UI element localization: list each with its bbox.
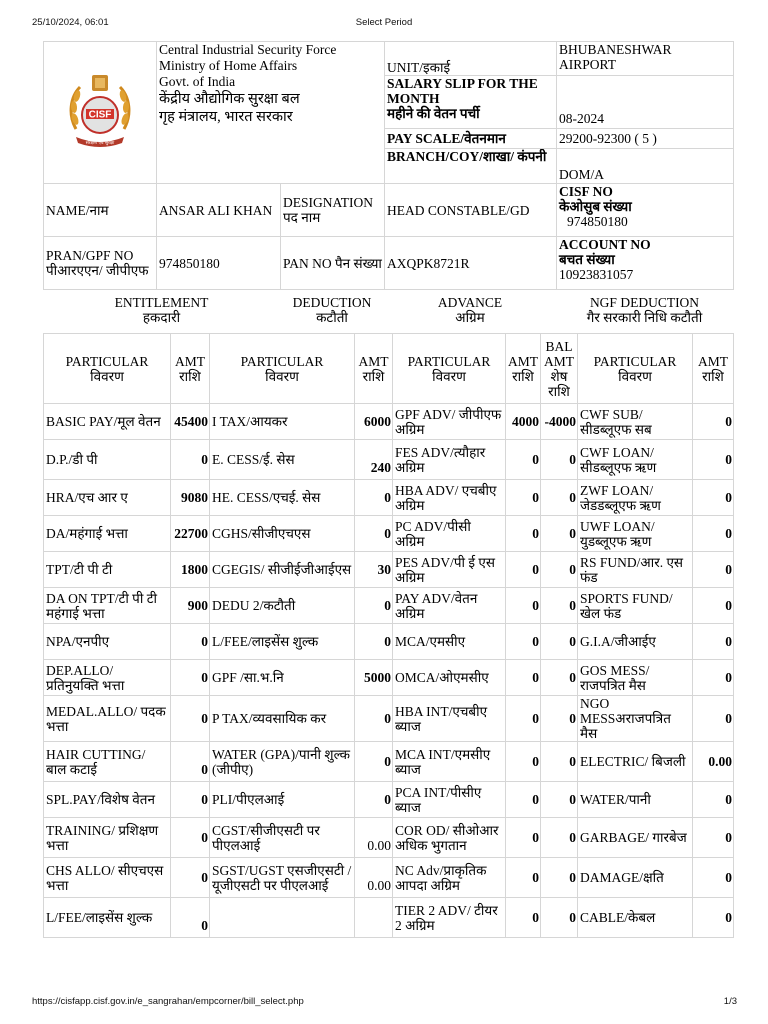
ngf-amount: 0 [693, 480, 734, 516]
advance-balance: 0 [541, 818, 578, 858]
entitlement-amount: 900 [171, 588, 210, 624]
ngf-particular: ELECTRIC/ बिजली [578, 742, 693, 782]
entitlement-particular: L/FEE/लाइसेंस शुल्क [44, 898, 171, 938]
deduction-particular: I TAX/आयकर [210, 404, 355, 440]
advance-balance: 0 [541, 696, 578, 742]
ngf-amount: 0 [693, 898, 734, 938]
entitlement-amount: 1800 [171, 552, 210, 588]
deduction-amount: 0.00 [355, 858, 393, 898]
deduction-particular: DEDU 2/कटौती [210, 588, 355, 624]
name-value: ANSAR ALI KHAN [157, 184, 281, 237]
ngf-particular: CWF SUB/ सीडब्लूएफ सब [578, 404, 693, 440]
col-ngf-amt: AMT राशि [693, 334, 734, 404]
unit-value: BHUBANESHWAR AIRPORT [557, 42, 734, 76]
advance-amount: 0 [506, 660, 541, 696]
ngf-particular: DAMAGE/क्षति [578, 858, 693, 898]
advance-particular: PES ADV/पी ई एस अग्रिम [393, 552, 506, 588]
advance-amount: 0 [506, 898, 541, 938]
deduction-particular: HE. CESS/एचई. सेस [210, 480, 355, 516]
ministry-en: Ministry of Home Affairs [159, 58, 298, 73]
col-entitlement-particular: PARTICULAR विवरण [44, 334, 171, 404]
ngf-particular: CABLE/केबल [578, 898, 693, 938]
salary-row [44, 440, 734, 480]
entitlement-particular: TRAINING/ प्रशिक्षण भत्ता [44, 818, 171, 858]
advance-amount: 0 [506, 818, 541, 858]
section-deduction: DEDUCTION कटौती [292, 295, 372, 325]
deduction-particular: PLI/पीएलआई [210, 782, 355, 818]
col-deduction-amt: AMT राशि [355, 334, 393, 404]
unit-label: UNIT/इकाई [385, 42, 557, 76]
pan-value: AXQPK8721R [385, 237, 557, 290]
ngf-amount: 0 [693, 440, 734, 480]
advance-balance: 0 [541, 742, 578, 782]
deduction-particular: GPF /सा.भ.नि [210, 660, 355, 696]
deduction-amount: 6000 [355, 404, 393, 440]
salary-row [44, 818, 734, 858]
salary-row [44, 696, 734, 742]
section-advance: ADVANCE अग्रिम [437, 295, 503, 325]
advance-particular: COR OD/ सीओआर अधिक भुगतान [393, 818, 506, 858]
ngf-amount: 0 [693, 588, 734, 624]
ngf-amount: 0 [693, 404, 734, 440]
salary-row [44, 898, 734, 938]
cisf-no-label-hi: केओसुब संख्या [559, 199, 632, 214]
ngf-amount: 0 [693, 516, 734, 552]
salary-details-table [43, 333, 734, 938]
org-name-block [157, 42, 385, 184]
entitlement-amount: 0 [171, 858, 210, 898]
advance-particular: MCA/एमसीए [393, 624, 506, 660]
account-no-cell [557, 237, 734, 290]
cisf-no-value: 974850180 [567, 214, 628, 229]
advance-balance: 0 [541, 624, 578, 660]
deduction-amount: 5000 [355, 660, 393, 696]
ngf-particular: ZWF LOAN/ जेडडब्लूएफ ऋण [578, 480, 693, 516]
entitlement-amount: 22700 [171, 516, 210, 552]
col-advance-amt: AMT राशि [506, 334, 541, 404]
deduction-amount [355, 898, 393, 938]
print-url: https://cisfapp.cisf.gov.in/e_sangrahan/empcorner/bill_select.php [32, 996, 304, 1007]
pan-label: PAN NO पैन संख्या [281, 237, 385, 290]
deduction-particular: L/FEE/लाइसेंस शुल्क [210, 624, 355, 660]
entitlement-particular: TPT/टी पी टी [44, 552, 171, 588]
advance-amount: 4000 [506, 404, 541, 440]
ngf-particular: RS FUND/आर. एस फंड [578, 552, 693, 588]
logo-text: CISF [88, 109, 112, 121]
branch-label: BRANCH/COY/शाखा/ कंपनी [385, 149, 557, 184]
advance-balance: 0 [541, 660, 578, 696]
employee-info-table [43, 41, 734, 290]
ngf-particular: CWF LOAN/ सीडब्लूएफ ऋण [578, 440, 693, 480]
advance-particular: PAY ADV/वेतन अग्रिम [393, 588, 506, 624]
entitlement-amount: 0 [171, 624, 210, 660]
deduction-amount: 0 [355, 696, 393, 742]
advance-balance: 0 [541, 480, 578, 516]
advance-balance: 0 [541, 898, 578, 938]
logo-cell [44, 42, 157, 184]
org-name-en: Central Industrial Security Force [159, 42, 337, 57]
deduction-particular: P TAX/व्यवसायिक कर [210, 696, 355, 742]
pay-scale-label: PAY SCALE/वेतनमान [385, 129, 557, 149]
advance-amount: 0 [506, 782, 541, 818]
org-name-hi: केंद्रीय औद्योगिक सुरक्षा बल [159, 91, 300, 107]
salary-row [44, 858, 734, 898]
account-no-label-hi: बचत संख्या [559, 252, 615, 267]
ngf-particular: WATER/पानी [578, 782, 693, 818]
section-ngf-deduction: NGF DEDUCTION गैर सरकारी निधि कटौती [586, 295, 703, 325]
logo-motto: संरक्षण एवं सुरक्षा [85, 141, 115, 146]
designation-value: HEAD CONSTABLE/GD [385, 184, 557, 237]
salary-row [44, 480, 734, 516]
advance-particular: GPF ADV/ जीपीएफ अग्रिम [393, 404, 506, 440]
entitlement-particular: SPL.PAY/विशेष वेतन [44, 782, 171, 818]
deduction-amount: 0 [355, 742, 393, 782]
deduction-amount: 30 [355, 552, 393, 588]
advance-particular: PCA INT/पीसीए ब्याज [393, 782, 506, 818]
col-entitlement-amt: AMT राशि [171, 334, 210, 404]
salary-row [44, 742, 734, 782]
entitlement-particular: HAIR CUTTING/ बाल कटाई [44, 742, 171, 782]
deduction-amount: 0 [355, 782, 393, 818]
col-advance-bal: BAL AMT शेष राशि [541, 334, 578, 404]
advance-particular: MCA INT/एमसीए ब्याज [393, 742, 506, 782]
advance-amount: 0 [506, 742, 541, 782]
salary-row [44, 782, 734, 818]
entitlement-particular: D.P./डी पी [44, 440, 171, 480]
salary-slip-label: SALARY SLIP FOR THE MONTH महीने की वेतन पर्ची [385, 76, 557, 129]
entitlement-particular: MEDAL.ALLO/ पदक भत्ता [44, 696, 171, 742]
designation-label: DESIGNATION पद नाम [281, 184, 385, 237]
deduction-particular: E. CESS/ई. सेस [210, 440, 355, 480]
ngf-amount: 0 [693, 624, 734, 660]
advance-balance: 0 [541, 516, 578, 552]
entitlement-particular: DA ON TPT/टी पी टी महंगाई भत्ता [44, 588, 171, 624]
entitlement-particular: NPA/एनपीए [44, 624, 171, 660]
govt-en: Govt. of India [159, 74, 236, 89]
ngf-particular: GOS MESS/ राजपत्रित मैस [578, 660, 693, 696]
entitlement-particular: HRA/एच आर ए [44, 480, 171, 516]
section-headings [43, 295, 733, 325]
salary-row [44, 624, 734, 660]
salary-row [44, 552, 734, 588]
account-no-label: ACCOUNT NO [559, 237, 651, 252]
entitlement-amount: 45400 [171, 404, 210, 440]
pay-scale-value: 29200-92300 ( 5 ) [557, 129, 734, 149]
ngf-particular: SPORTS FUND/ खेल फंड [578, 588, 693, 624]
advance-balance: 0 [541, 588, 578, 624]
advance-amount: 0 [506, 516, 541, 552]
ministry-hi: गृह मंत्रालय, भारत सरकार [159, 109, 293, 125]
advance-particular: NC Adv/प्राकृतिक आपदा अग्रिम [393, 858, 506, 898]
advance-balance: 0 [541, 552, 578, 588]
cisf-emblem-logo [66, 71, 134, 151]
ngf-amount: 0 [693, 858, 734, 898]
ngf-amount: 0 [693, 818, 734, 858]
print-timestamp: 25/10/2024, 06:01 [32, 17, 109, 28]
salary-row [44, 404, 734, 440]
entitlement-particular: DA/महंगाई भत्ता [44, 516, 171, 552]
print-page-title: Select Period [355, 17, 413, 28]
salary-row [44, 660, 734, 696]
deduction-particular: CGST/सीजीएसटी पर पीएलआई [210, 818, 355, 858]
pran-label: PRAN/GPF NO पीआरएएन/ जीपीएफ [44, 237, 157, 290]
deduction-amount: 0 [355, 624, 393, 660]
entitlement-amount: 0 [171, 782, 210, 818]
ngf-particular: G.I.A/जीआईए [578, 624, 693, 660]
deduction-amount: 240 [355, 440, 393, 480]
entitlement-particular: CHS ALLO/ सीएचएस भत्ता [44, 858, 171, 898]
ngf-amount: 0 [693, 782, 734, 818]
salary-row [44, 516, 734, 552]
ngf-particular: UWF LOAN/ युडब्लूएफ ऋण [578, 516, 693, 552]
deduction-amount: 0 [355, 480, 393, 516]
entitlement-amount: 0 [171, 818, 210, 858]
ngf-amount: 0.00 [693, 742, 734, 782]
column-header-row [44, 334, 734, 404]
advance-balance: -4000 [541, 404, 578, 440]
salary-rows [44, 404, 734, 938]
entitlement-amount: 0 [171, 440, 210, 480]
deduction-particular: CGEGIS/ सीजीईजीआईएस [210, 552, 355, 588]
deduction-particular [210, 898, 355, 938]
entitlement-amount: 0 [171, 660, 210, 696]
advance-amount: 0 [506, 480, 541, 516]
deduction-amount: 0.00 [355, 818, 393, 858]
advance-particular: HBA INT/एचबीए ब्याज [393, 696, 506, 742]
entitlement-amount: 0 [171, 742, 210, 782]
advance-amount: 0 [506, 858, 541, 898]
advance-balance: 0 [541, 782, 578, 818]
advance-balance: 0 [541, 440, 578, 480]
cisf-no-cell [557, 184, 734, 237]
ngf-particular: NGO MESSअराजपत्रित मैस [578, 696, 693, 742]
advance-amount: 0 [506, 624, 541, 660]
section-entitlement: ENTITLEMENT हकदारी [114, 295, 209, 325]
col-ngf-particular: PARTICULAR विवरण [578, 334, 693, 404]
name-label: NAME/नाम [44, 184, 157, 237]
deduction-particular: SGST/UGST एसजीएसटी / यूजीएसटी पर पीएलआई [210, 858, 355, 898]
ngf-amount: 0 [693, 660, 734, 696]
col-advance-particular: PARTICULAR विवरण [393, 334, 506, 404]
ngf-amount: 0 [693, 696, 734, 742]
salary-row [44, 588, 734, 624]
advance-particular: OMCA/ओएमसीए [393, 660, 506, 696]
entitlement-amount: 0 [171, 696, 210, 742]
deduction-particular: WATER (GPA)/पानी शुल्क (जीपीए) [210, 742, 355, 782]
advance-amount: 0 [506, 696, 541, 742]
advance-particular: FES ADV/त्यौहार अग्रिम [393, 440, 506, 480]
advance-particular: HBA ADV/ एचबीए अग्रिम [393, 480, 506, 516]
deduction-particular: CGHS/सीजीएचएस [210, 516, 355, 552]
advance-particular: PC ADV/पीसी अग्रिम [393, 516, 506, 552]
account-no-value: 10923831057 [559, 267, 634, 282]
col-deduction-particular: PARTICULAR विवरण [210, 334, 355, 404]
ngf-particular: GARBAGE/ गारबेज [578, 818, 693, 858]
advance-amount: 0 [506, 440, 541, 480]
cisf-no-label: CISF NO [559, 184, 613, 199]
salary-month-value: 08-2024 [557, 76, 734, 129]
advance-amount: 0 [506, 552, 541, 588]
deduction-amount: 0 [355, 516, 393, 552]
advance-amount: 0 [506, 588, 541, 624]
entitlement-amount: 9080 [171, 480, 210, 516]
ngf-amount: 0 [693, 552, 734, 588]
print-page-number: 1/3 [723, 996, 737, 1007]
branch-value: DOM/A [557, 149, 734, 184]
entitlement-particular: BASIC PAY/मूल वेतन [44, 404, 171, 440]
advance-balance: 0 [541, 858, 578, 898]
entitlement-amount: 0 [171, 898, 210, 938]
advance-particular: TIER 2 ADV/ टीयर 2 अग्रिम [393, 898, 506, 938]
deduction-amount: 0 [355, 588, 393, 624]
entitlement-particular: DEP.ALLO/ प्रतिनुयक्ति भत्ता [44, 660, 171, 696]
pran-value: 974850180 [157, 237, 281, 290]
